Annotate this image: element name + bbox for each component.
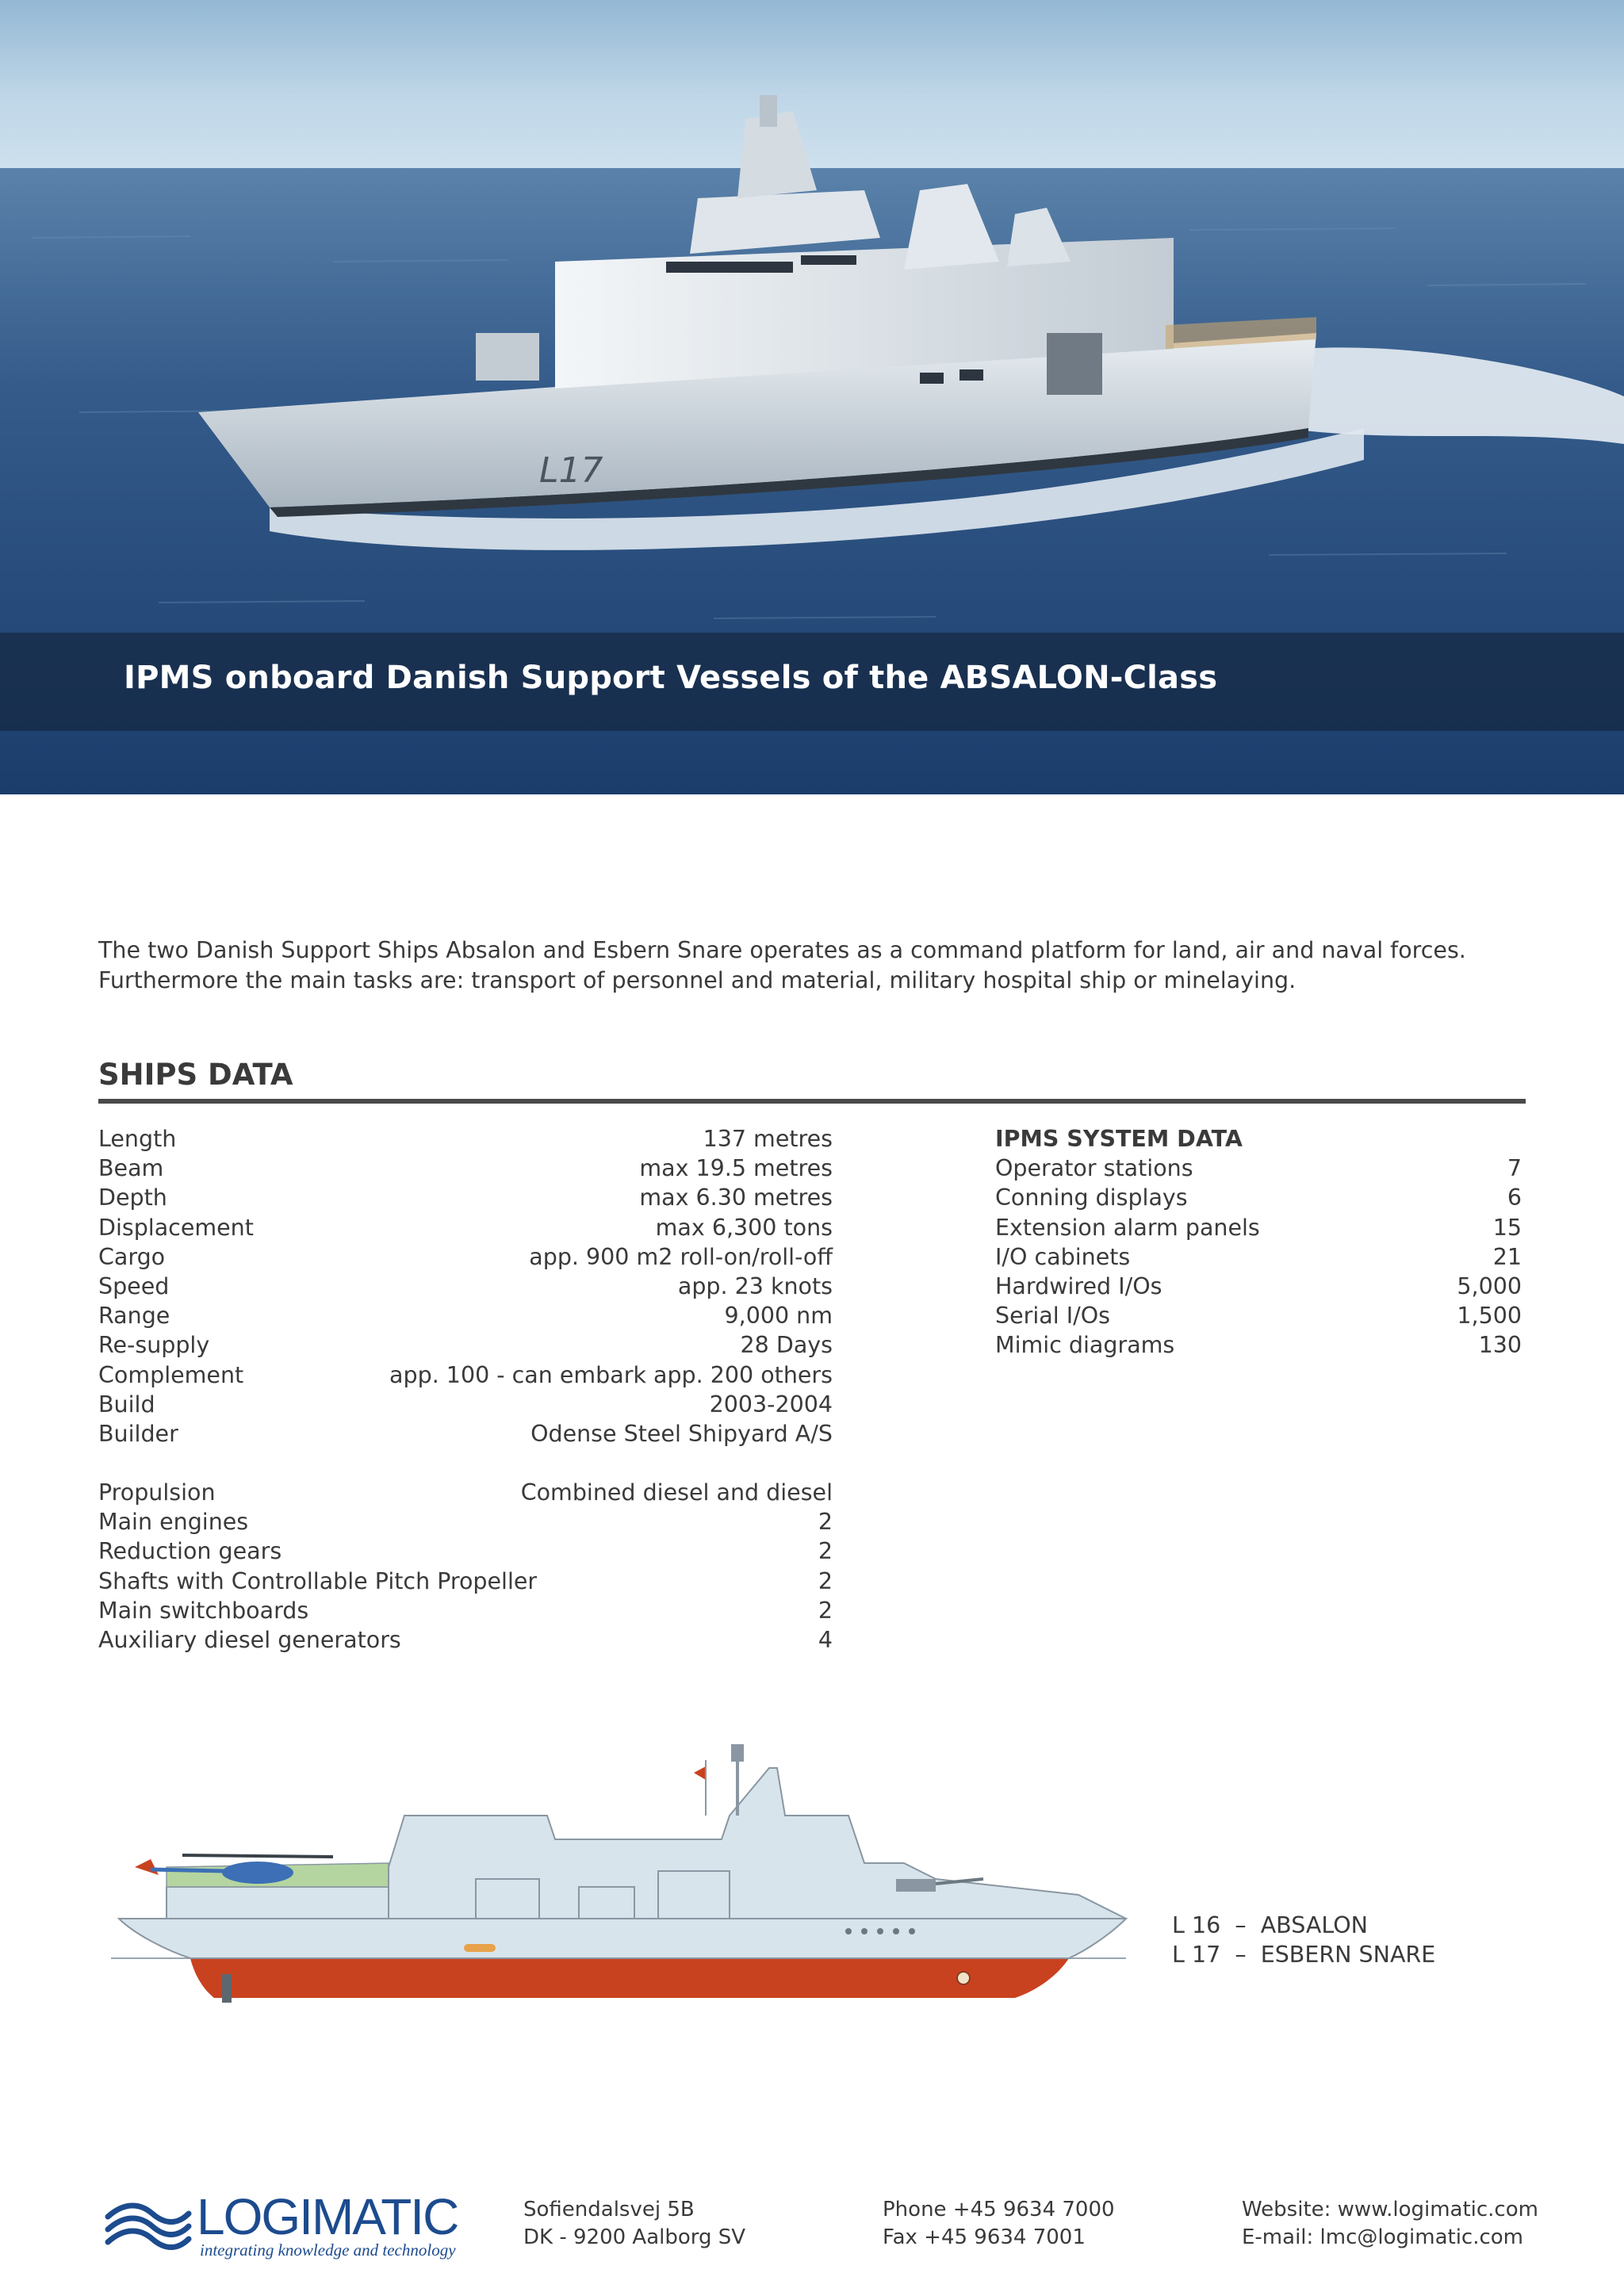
ipms-label: Serial I/Os [995,1303,1110,1330]
ipms-row [995,1242,1522,1272]
legend-line-l16: L 16 – ABSALON [1172,1912,1368,1938]
address-line-2: DK - 9200 Aalborg SV [523,2225,746,2249]
ipms-value: 5,000 [1457,1272,1522,1299]
spec-row [98,1213,833,1242]
spec-row [98,1272,833,1301]
ships-data-propulsion-list [98,1478,833,1655]
intro-paragraph [98,936,1542,996]
spec-label: Propulsion [98,1479,216,1506]
spec-label: Length [98,1126,177,1152]
spec-label: Re-supply [98,1332,210,1359]
ipms-value: 1,500 [1457,1303,1522,1330]
ipms-label: Extension alarm panels [995,1214,1260,1241]
ship-profile-drawing [103,1736,1134,2022]
legend-line-l17: L 17 – ESBERN SNARE [1172,1942,1436,1968]
spec-label: Complement [98,1361,244,1388]
spec-value: app. 100 - can embark app. 200 others [389,1361,833,1388]
ipms-label: Conning displays [995,1184,1188,1211]
spec-row [98,1183,833,1212]
logo-tagline: integrating knowledge and technology [200,2241,456,2260]
ipms-heading: IPMS SYSTEM DATA [995,1126,1243,1152]
spec-row [98,1330,833,1360]
spec-label: Main engines [98,1509,249,1536]
email-link[interactable]: E-mail: lmc@logimatic.com [1242,2225,1524,2249]
spec-value: 4 [818,1626,833,1653]
ipms-row [995,1183,1522,1212]
spec-row [98,1625,833,1655]
spec-label: Cargo [98,1243,166,1270]
spec-row [98,1596,833,1625]
spec-value: max 6.30 metres [639,1184,833,1211]
ipms-row [995,1272,1522,1301]
intro-line-1: The two Danish Support Ships Absalon and Esbern Snare operates as a command platform for land, air and naval forces. [98,937,1466,963]
spec-row [98,1419,833,1448]
spec-label: Auxiliary diesel generators [98,1626,401,1653]
spec-row [98,1360,833,1390]
spec-value: 9,000 nm [724,1303,833,1330]
ipms-value: 6 [1507,1184,1522,1211]
intro-line-2: Furthermore the main tasks are: transport of personnel and material, military hospital ship or minelaying. [98,967,1297,993]
ship-legend [1172,1911,1435,1969]
ipms-value: 15 [1492,1214,1522,1241]
ipms-row [995,1154,1522,1183]
website-link[interactable]: Website: www.logimatic.com [1242,2198,1538,2221]
spec-row [98,1242,833,1272]
ipms-row [995,1330,1522,1360]
ipms-label: Mimic diagrams [995,1332,1175,1359]
spec-value: 137 metres [703,1126,833,1152]
spec-label: Shafts with Controllable Pitch Propeller [98,1567,538,1594]
spec-row [98,1301,833,1330]
wave-logo-icon [105,2195,192,2250]
logo-wordmark: LOGIMATIC [197,2188,458,2245]
spec-value: app. 900 m2 roll-on/roll-off [529,1243,833,1270]
ipms-value: 21 [1492,1243,1522,1270]
spec-row [98,1478,833,1507]
spec-row [98,1124,833,1154]
footer-web [1242,2196,1538,2252]
spec-value: 2003-2004 [709,1391,833,1418]
ipms-row [995,1213,1522,1242]
section-divider [98,1099,1526,1104]
logimatic-logo[interactable] [105,2188,458,2263]
spec-label: Depth [98,1184,167,1211]
spec-label: Range [98,1303,170,1330]
spec-value: 2 [818,1538,833,1565]
spec-row [98,1507,833,1536]
spec-value: app. 23 knots [677,1272,833,1299]
spec-label: Reduction gears [98,1538,282,1565]
spec-value: max 19.5 metres [639,1155,833,1182]
footer-address [523,2196,745,2252]
spec-row [98,1154,833,1183]
spec-label: Build [98,1391,155,1418]
page-title: IPMS onboard Danish Support Vessels of the ABSALON-Class [124,660,1218,696]
ships-data-heading: SHIPS DATA [98,1058,293,1092]
address-line-1: Sofiendalsvej 5B [523,2198,695,2221]
spec-value: max 6,300 tons [655,1214,833,1241]
ipms-system-data [995,1124,1522,1360]
spec-value: Combined diesel and diesel [520,1479,833,1506]
spec-label: Displacement [98,1214,254,1241]
ipms-label: I/O cabinets [995,1243,1131,1270]
hero-photo [0,0,1624,794]
ipms-label: Hardwired I/Os [995,1272,1162,1299]
spec-value: Odense Steel Shipyard A/S [530,1420,833,1447]
ipms-row [995,1301,1522,1330]
spec-label: Speed [98,1272,170,1299]
footer-contact [883,2196,1115,2252]
fax-number: Fax +45 9634 7001 [883,2225,1086,2249]
spec-row [98,1390,833,1419]
spec-label: Main switchboards [98,1597,309,1624]
spec-row [98,1567,833,1596]
ships-data-main-list [98,1124,833,1448]
spec-row [98,1536,833,1566]
spec-value: 2 [818,1567,833,1594]
spec-label: Beam [98,1155,164,1182]
spec-label: Builder [98,1420,178,1447]
ipms-label: Operator stations [995,1155,1193,1182]
svg-text:L17: L17 [539,450,603,491]
phone-number: Phone +45 9634 7000 [883,2198,1115,2221]
spec-value: 2 [818,1509,833,1536]
spec-value: 28 Days [740,1332,833,1359]
ipms-value: 130 [1478,1332,1522,1359]
ipms-value: 7 [1507,1155,1522,1182]
spec-value: 2 [818,1597,833,1624]
